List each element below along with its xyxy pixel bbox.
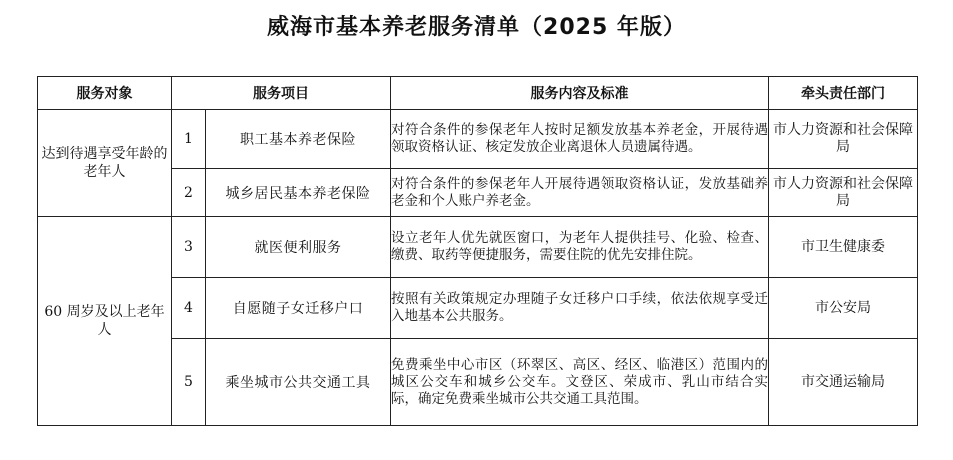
service-content-cell: 免费乘坐中心市区（环翠区、高区、经区、临港区）范围内的城区公交车和城乡公交车。文登区、荣成市、乳山市结合实际，确定免费乘坐城市公共交通工具范围。 bbox=[391, 339, 769, 426]
lead-department-cell: 市人力资源和社会保障局 bbox=[769, 110, 918, 169]
service-content-cell: 对符合条件的参保老年人开展待遇领取资格认证，发放基础养老金和个人账户养老金。 bbox=[391, 169, 769, 217]
service-content-cell: 对符合条件的参保老年人按时足额发放基本养老金，开展待遇领取资格认证、核定发放企业离退休人员遗属待遇。 bbox=[391, 110, 769, 169]
service-item-cell: 乘坐城市公共交通工具 bbox=[206, 339, 391, 426]
row-number: 3 bbox=[172, 217, 206, 278]
row-number: 5 bbox=[172, 339, 206, 426]
lead-department-cell: 市人力资源和社会保障局 bbox=[769, 169, 918, 217]
page-title: 威海市基本养老服务清单（2025 年版） bbox=[267, 15, 686, 40]
service-list-table bbox=[37, 76, 918, 426]
service-item-cell: 就医便利服务 bbox=[206, 217, 391, 278]
row-number: 4 bbox=[172, 278, 206, 339]
service-content-cell: 设立老年人优先就医窗口，为老年人提供挂号、化验、检查、缴费、取药等便捷服务，需要住院的优先安排住院。 bbox=[391, 217, 769, 278]
row-number: 2 bbox=[172, 169, 206, 217]
table-row bbox=[38, 110, 918, 169]
service-target-cell: 达到待遇享受年龄的老年人 bbox=[38, 110, 172, 217]
service-item-cell: 城乡居民基本养老保险 bbox=[206, 169, 391, 217]
header-service-target: 服务对象 bbox=[38, 77, 172, 110]
header-lead-department: 牵头责任部门 bbox=[769, 77, 918, 110]
lead-department-cell: 市公安局 bbox=[769, 278, 918, 339]
service-content-cell: 按照有关政策规定办理随子女迁移户口手续，依法依规享受迁入地基本公共服务。 bbox=[391, 278, 769, 339]
service-item-cell: 职工基本养老保险 bbox=[206, 110, 391, 169]
header-service-item: 服务项目 bbox=[172, 77, 391, 110]
table-row bbox=[38, 217, 918, 278]
table-header-row bbox=[38, 77, 918, 110]
header-service-content: 服务内容及标准 bbox=[391, 77, 769, 110]
service-item-cell: 自愿随子女迁移户口 bbox=[206, 278, 391, 339]
lead-department-cell: 市交通运输局 bbox=[769, 339, 918, 426]
service-target-cell: 60 周岁及以上老年人 bbox=[38, 217, 172, 426]
row-number: 1 bbox=[172, 110, 206, 169]
lead-department-cell: 市卫生健康委 bbox=[769, 217, 918, 278]
